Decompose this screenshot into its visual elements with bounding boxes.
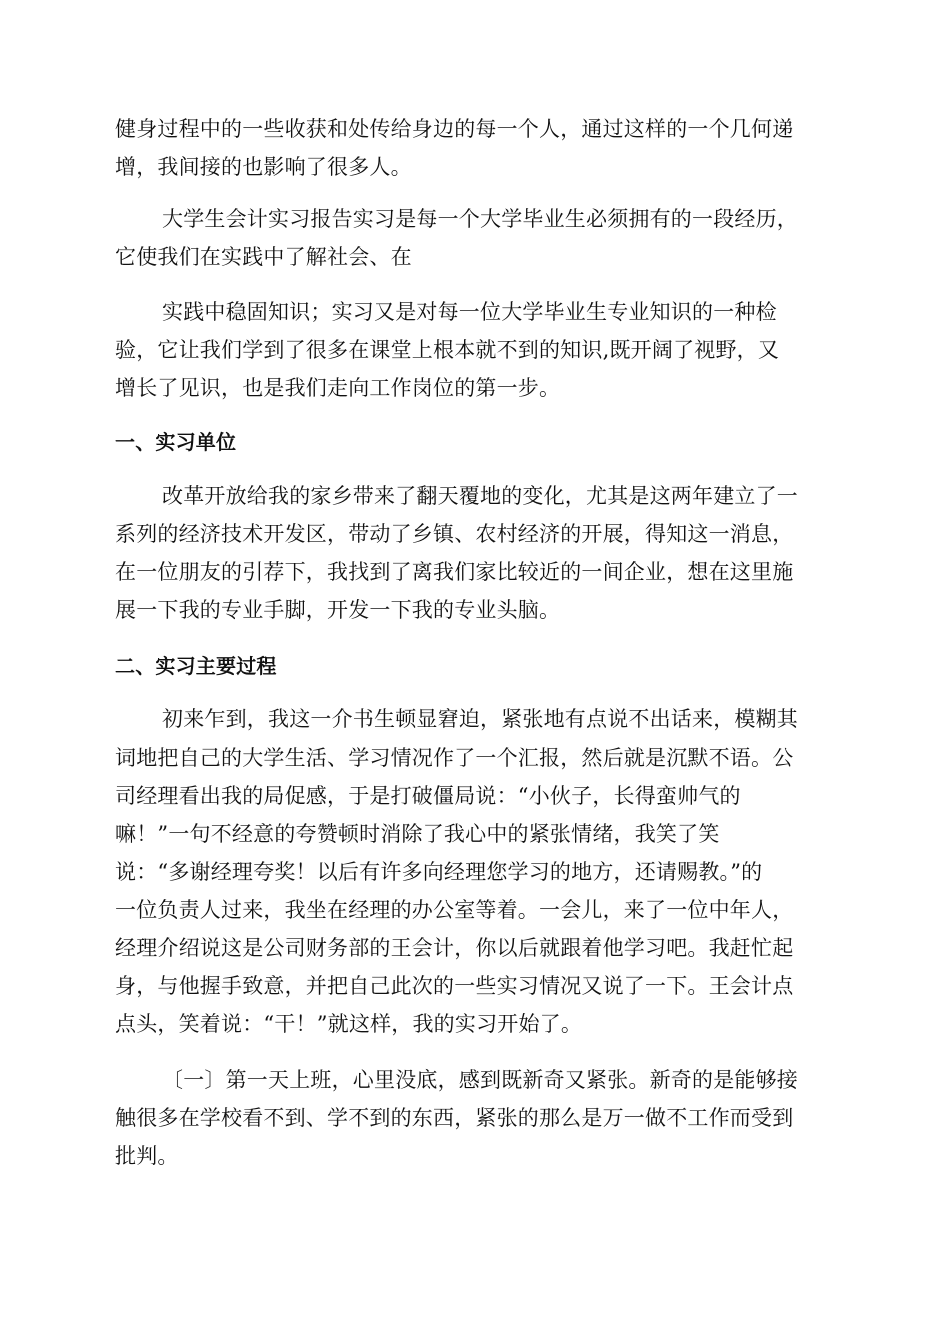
text-line: 经理介绍说这是公司财务部的王会计，你以后就跟着他学习吧。我赶忙起 xyxy=(115,936,794,960)
section-heading: 二、实习主要过程 xyxy=(115,654,277,678)
text-line: 健身过程中的一些收获和处传给身边的每一个人，通过这样的一个几何递 xyxy=(115,117,794,141)
section-heading: 一、实习单位 xyxy=(115,430,237,454)
text-line: 批判。 xyxy=(115,1144,179,1168)
text-line: 〔一〕第一天上班，心里没底，感到既新奇又紧张。新奇的是能够接 xyxy=(162,1068,798,1092)
text-line: 点头，笑着说：“干！”就这样，我的实习开始了。 xyxy=(115,1012,583,1036)
text-line: 嘛！”一句不经意的夸赞顿时消除了我心中的紧张情绪，我笑了笑 xyxy=(115,822,720,846)
text-line: 它使我们在实践中了解社会、在 xyxy=(115,245,412,269)
text-line: 增，我间接的也影响了很多人。 xyxy=(115,155,412,179)
text-line: 增长了见识，也是我们走向工作岗位的第一步。 xyxy=(115,376,561,400)
text-line: 身，与他握手致意，并把自己此次的一些实习情况又说了一下。王会计点 xyxy=(115,974,794,998)
text-line: 一位负责人过来，我坐在经理的办公室等着。一会儿，来了一位中年人， xyxy=(115,898,794,922)
text-line: 验，它让我们学到了很多在课堂上根本就不到的知识,既开阔了视野，又 xyxy=(115,338,780,362)
text-line: 大学生会计实习报告实习是每一个大学毕业生必须拥有的一段经历， xyxy=(162,207,798,231)
text-line: 在一位朋友的引荐下，我找到了离我们家比较近的一间企业，想在这里施 xyxy=(115,560,794,584)
text-line: 司经理看出我的局促感，于是打破僵局说：“小伙子，长得蛮帅气的 xyxy=(115,784,741,808)
text-line: 改革开放给我的家乡带来了翻天覆地的变化，尤其是这两年建立了一 xyxy=(162,484,798,508)
text-line: 实践中稳固知识；实习又是对每一位大学毕业生专业知识的一种检 xyxy=(162,300,777,324)
text-line: 初来乍到，我这一介书生顿显窘迫，紧张地有点说不出话来，模糊其 xyxy=(162,707,798,731)
text-line: 触很多在学校看不到、学不到的东西，紧张的那么是万一做不工作而受到 xyxy=(115,1106,794,1130)
text-line: 词地把自己的大学生活、学习情况作了一个汇报，然后就是沉默不语。公 xyxy=(115,746,794,770)
text-line: 说：“多谢经理夸奖！以后有许多向经理您学习的地方，还请赐教。”的 xyxy=(115,860,763,884)
text-line: 展一下我的专业手脚，开发一下我的专业头脑。 xyxy=(115,598,561,622)
text-line: 系列的经济技术开发区，带动了乡镇、农村经济的开展，得知这一消息， xyxy=(115,522,794,546)
